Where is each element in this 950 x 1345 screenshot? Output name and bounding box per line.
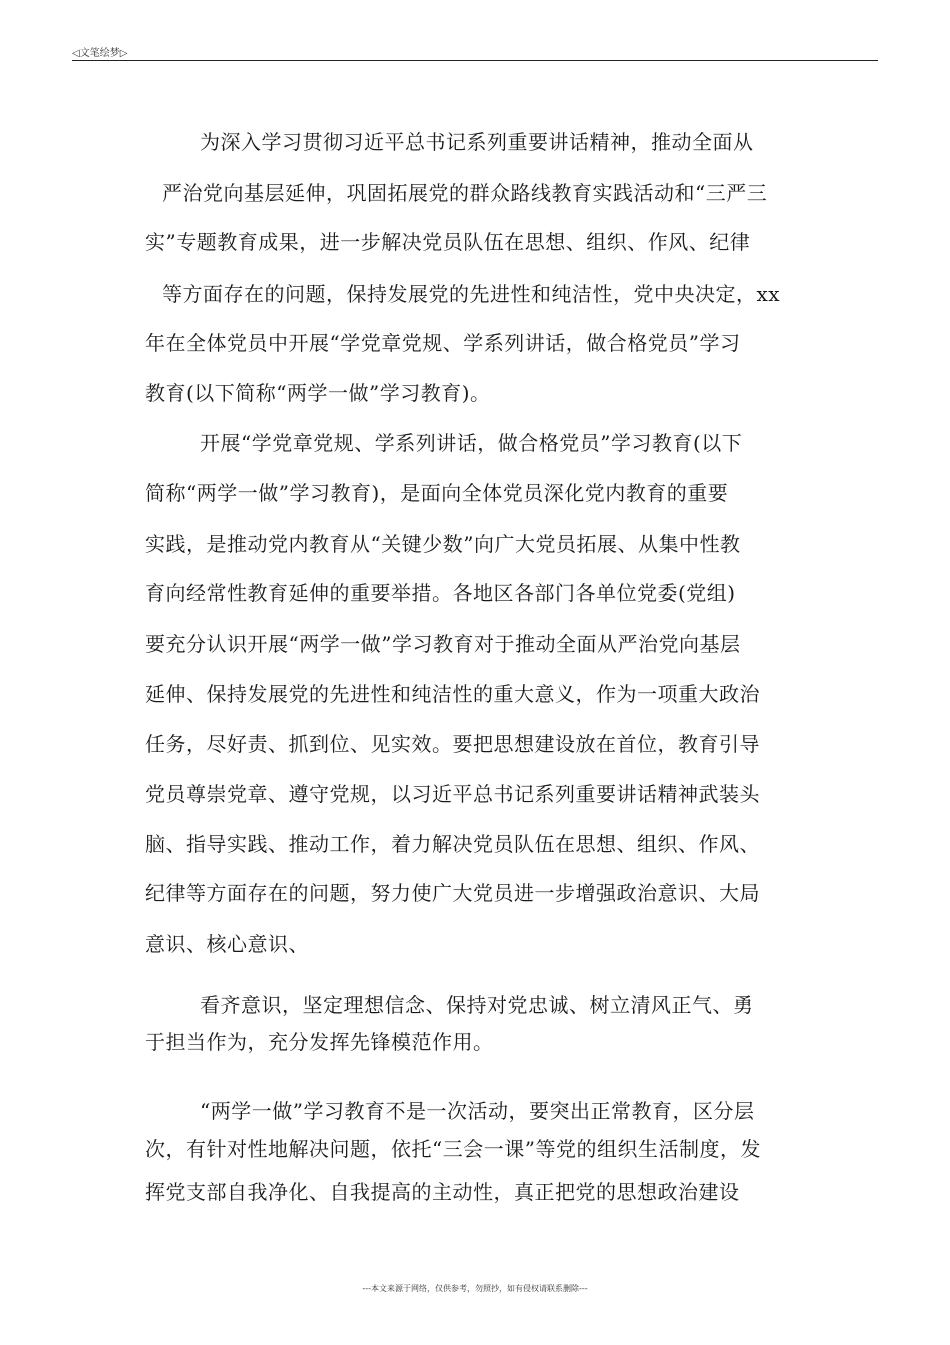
- body-line: 简称“两学一做”学习教育)，是面向全体党员深化党内教育的重要: [145, 481, 729, 505]
- header-mark: ◁文笔绘梦▷: [72, 48, 128, 59]
- body-line: 任务，尽好责、抓到位、见实效。要把思想建设放在首位，教育引导: [145, 732, 760, 756]
- body-line: “两学一做”学习教育不是一次活动，要突出正常教育，区分层: [200, 1099, 755, 1123]
- body-line: 看齐意识，坚定理想信念、保持对党忠诚、树立清风正气、勇: [200, 993, 754, 1017]
- body-line: 意识、核心意识、: [145, 932, 309, 956]
- body-line: 脑、指导实践、推动工作，着力解决党员队伍在思想、组织、作风、: [145, 832, 760, 856]
- body-line: 挥党支部自我净化、自我提高的主动性，真正把党的思想政治建设: [145, 1180, 740, 1204]
- body-line: 党员尊崇党章、遵守党规，以习近平总书记系列重要讲话精神武装头: [145, 782, 760, 806]
- body-line: 育向经常性教育延伸的重要举措。各地区各部门各单位党委(党组): [145, 581, 736, 605]
- body-line: 纪律等方面存在的问题，努力使广大党员进一步增强政治意识、大局: [145, 881, 760, 905]
- body-line: 延伸、保持发展党的先进性和纯洁性的重大意义，作为一项重大政治: [145, 682, 760, 706]
- body-line: 次，有针对性地解决问题，依托“三会一课”等党的组织生活制度，发: [145, 1137, 761, 1161]
- body-line: 实践，是推动党内教育从“关键少数”向广大党员拓展、从集中性教: [145, 532, 741, 556]
- body-line: 于担当作为，充分发挥先锋模范作用。: [145, 1030, 494, 1054]
- body-line: 等方面存在的问题，保持发展党的先进性和纯洁性，党中央决定，xx: [162, 282, 781, 306]
- footer-disclaimer: ---本文来源于网络，仅供参考，勿照抄，如有侵权请联系删除---: [362, 1284, 588, 1293]
- header-divider: [72, 60, 878, 61]
- body-line: 要充分认识开展“两学一做”学习教育对于推动全面从严治党向基层: [145, 632, 741, 656]
- body-line: 年在全体党员中开展“学党章党规、学系列讲话，做合格党员”学习: [145, 331, 741, 355]
- body-line: 实”专题教育成果，进一步解决党员队伍在思想、组织、作风、纪律: [145, 230, 751, 254]
- body-line: 严治党向基层延伸，巩固拓展党的群众路线教育实践活动和“三严三: [162, 181, 768, 205]
- body-line: 教育(以下简称“两学一做”学习教育)。: [145, 381, 491, 405]
- body-line: 为深入学习贯彻习近平总书记系列重要讲话精神，推动全面从: [200, 130, 754, 154]
- body-line: 开展“学党章党规、学系列讲话，做合格党员”学习教育(以下: [200, 431, 743, 455]
